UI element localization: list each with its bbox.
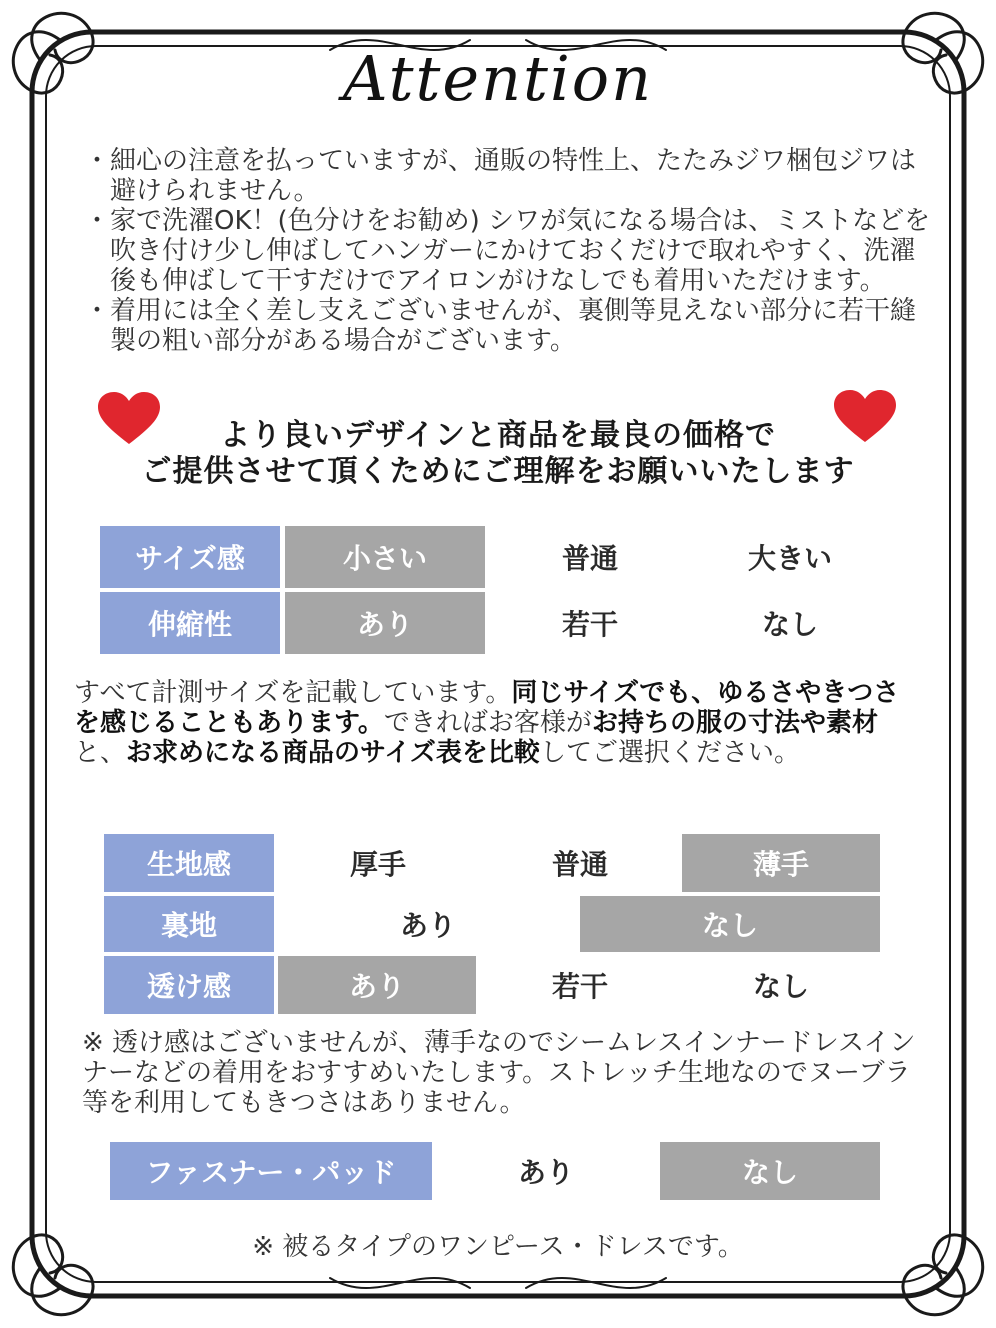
size-note-text: と、 — [74, 738, 127, 768]
size-note-text: できればお客様が — [383, 708, 592, 738]
fabric-texture-option-thin: 薄手 — [682, 834, 880, 892]
zipper-pad-option-yes: あり — [517, 1156, 574, 1189]
care-notes — [84, 146, 934, 356]
zipper-pad-label: ファスナー・パッド — [110, 1142, 432, 1200]
size-feel-label: サイズ感 — [100, 526, 280, 588]
lining-option-no: なし — [580, 896, 880, 952]
note-text: 細心の注意を払っていますが、通販の特性上、たたみジワ梱包ジワは避けられません。 — [110, 146, 917, 206]
footer-note: ※ 被るタイプのワンピース・ドレスです。 — [252, 1232, 744, 1262]
lining-label: 裏地 — [104, 896, 274, 952]
note-text: 着用には全く差し支えございませんが、裏側等見えない部分に若干縫製の粗い部分がある場合がございます。 — [110, 296, 917, 356]
sheer-option-slight: 若干 — [551, 970, 608, 1003]
size-note-bold: 同じサイズでも、ゆるさやきつさを感じることもあります。 — [74, 678, 900, 738]
stretch-label: 伸縮性 — [100, 592, 280, 654]
bullet: ・ — [84, 146, 111, 176]
stretch-option-none: なし — [761, 608, 818, 641]
fabric-texture-option-thick: 厚手 — [349, 848, 406, 881]
fabric-texture-option-normal: 普通 — [551, 848, 608, 881]
note-item — [84, 296, 934, 356]
sheer-note: ※ 透け感はございませんが、薄手なのでシームレスインナードレスインナーなどの着用をおすすめいたします。ストレッチ生地なのでヌーブラ等を利用してもきつさはありません。 — [82, 1028, 916, 1118]
stretch-option-slight: 若干 — [561, 608, 618, 641]
sheer-label: 透け感 — [104, 956, 274, 1014]
stretch-option-yes: あり — [285, 592, 485, 654]
bullet: ・ — [84, 296, 111, 326]
size-feel-option-large: 大きい — [747, 542, 832, 575]
slogan-line-1: より良いデザインと商品を最良の価格で — [220, 418, 776, 453]
note-item — [84, 206, 934, 296]
zipper-pad-option-no: なし — [660, 1142, 880, 1200]
size-note-text: してご選択ください。 — [539, 738, 800, 768]
sheer-option-none: なし — [752, 970, 809, 1003]
note-text: 家で洗濯OK！(色分けをお勧め) シワが気になる場合は、ミストなどを吹き付け少し伸ばしてハンガーにかけておくだけで取れやすく、洗濯後も伸ばして干すだけでアイロンがけなしでも着用いただけます。 — [110, 206, 931, 296]
sheer-option-yes: あり — [278, 956, 476, 1014]
size-note-bold: お求めになる商品のサイズ表を比較 — [126, 738, 540, 768]
slogan-line-2: ご提供させて頂くためにご理解をお願いいたします — [141, 454, 855, 489]
page-title: Attention — [342, 42, 654, 115]
bullet: ・ — [84, 206, 111, 236]
fabric-texture-label: 生地感 — [104, 834, 274, 892]
size-note — [74, 678, 924, 768]
lining-option-yes: あり — [399, 909, 456, 942]
size-note-text: すべて計測サイズを記載しています。 — [74, 678, 512, 708]
size-feel-option-normal: 普通 — [561, 542, 618, 575]
size-note-bold: お持ちの服の寸法や素材 — [591, 708, 878, 738]
note-item — [84, 146, 934, 206]
size-feel-option-small: 小さい — [285, 526, 485, 588]
